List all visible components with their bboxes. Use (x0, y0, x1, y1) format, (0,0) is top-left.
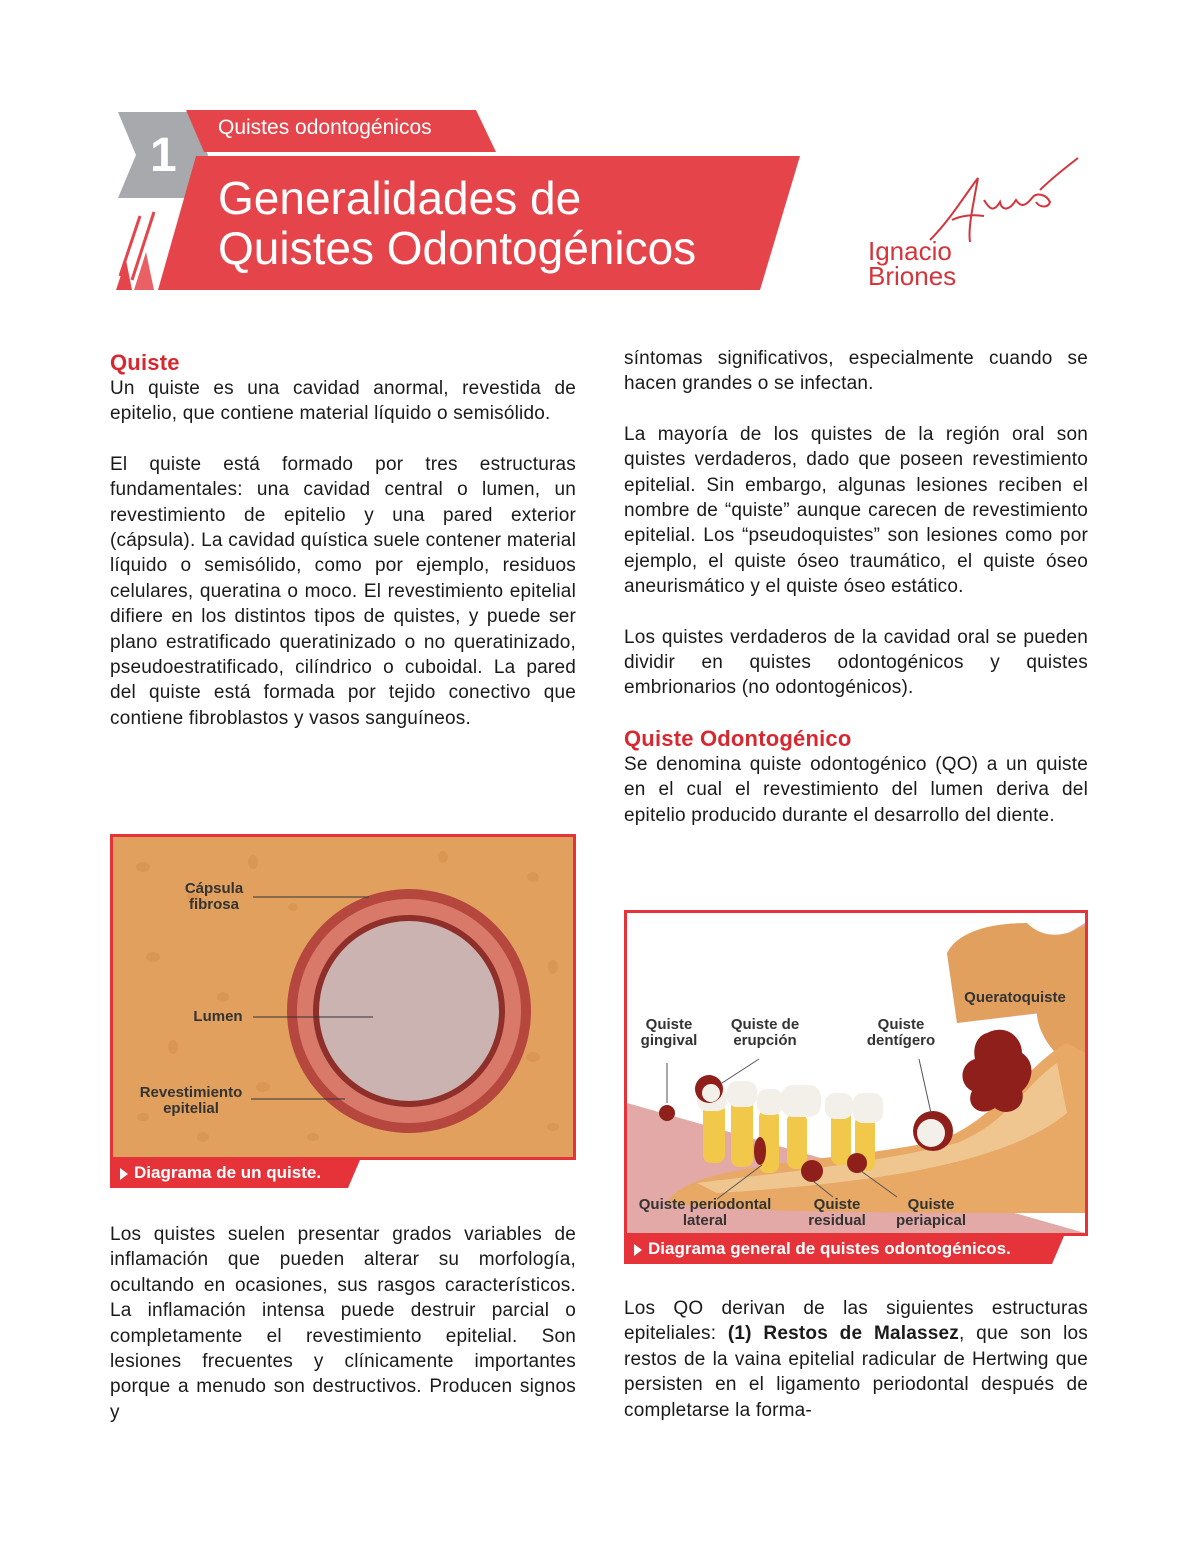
label-residual-line2: residual (808, 1212, 866, 1229)
heading-quiste: Quiste (110, 350, 180, 375)
left-column-top (110, 350, 576, 756)
odontogenic-cysts-figure (624, 910, 1088, 1264)
paragraph-part: Los QO derivan de las siguientes estructuras epiteliales: (624, 1298, 1088, 1345)
author-last-name: Briones (868, 261, 957, 291)
paragraph-part: , que son los restos de la vaina epitelial radicular de Hertwing que persisten en el ligamento periodontal después de completarse la forma- (624, 1323, 1089, 1421)
figure-caption (110, 1160, 360, 1188)
figure-caption (624, 1236, 1064, 1264)
paragraph: Los quistes suelen presentar grados variables de inflamación que pueden alterar su morfología, ocultando en ocasiones, sus rasgos característicos. La inflamación intensa puede destruir parcial o completamente el revestimiento epitelial. Son lesiones frecuentes y clínicamente importantes porque a menudo son destructivos. Producen signos y (110, 1224, 576, 1423)
label-revestimiento-line2: epitelial (163, 1100, 219, 1117)
label-queratoquiste: Queratoquiste (964, 989, 1066, 1006)
label-revestimiento-line1: Revestimiento (139, 1084, 243, 1101)
label-erupcion-line2: erupción (733, 1032, 797, 1049)
right-column-top (624, 346, 1088, 853)
label-periapical-line2: periapical (895, 1212, 967, 1229)
paragraph: El quiste está formado por tres estructuras fundamentales: una cavidad central o lumen, un revestimiento de epitelio y una pared exterior (cápsula). La cavidad quística suele contener material líquido o semisólido, como por ejemplo, residuos celulares, queratina o moco. El revestimiento epitelial difiere en los distintos tipos de quistes, y puede ser plano estratificado queratinizado o no queratinizado, pseudoestratificado, cilíndrico o cuboidal. La pared del quiste está formada por tejido conectivo que contiene fibroblastos y vasos sanguíneos. (110, 453, 576, 729)
section-tag-label: Quistes odontogénicos (218, 116, 432, 139)
label-periodontal-line2: lateral (682, 1212, 728, 1229)
label-gingival-line1: Quiste (645, 1016, 693, 1033)
author-first-name: Ignacio (868, 236, 952, 266)
label-capsula-line2: fibrosa (188, 896, 239, 913)
label-periapical-line1: Quiste (907, 1196, 955, 1213)
cyst-diagram (110, 834, 576, 1160)
page-title-line2: Quistes Odontogénicos (218, 222, 697, 274)
odontogenic-cysts-diagram (624, 910, 1088, 1236)
paragraph: La mayoría de los quistes de la región oral son quistes verdaderos, dado que poseen revestimiento epitelial. Sin embargo, algunas lesiones reciben el nombre de “quiste” aunque carecen de revestimiento epitelial. Los “pseudoquistes” son lesiones como por ejemplo, el quiste óseo traumático, el quiste óseo aneurismático y el quiste óseo estático. (624, 423, 1088, 598)
author-logo (860, 150, 1090, 300)
paragraph (624, 1296, 1088, 1423)
label-erupcion-line1: Quiste de (730, 1016, 800, 1033)
left-column-bottom (110, 1222, 576, 1450)
figure-caption-text: Diagrama general de quistes odontogénicos. (648, 1239, 1011, 1258)
label-residual-line1: Quiste (813, 1196, 861, 1213)
chapter-number: 1 (150, 129, 177, 182)
label-dentigero-line2: dentígero (866, 1032, 936, 1049)
bold-term: (1) Restos de Malassez (727, 1323, 959, 1345)
figure-caption-text: Diagrama de un quiste. (134, 1163, 322, 1182)
heading-quiste-odontogenico: Quiste Odontogénico (624, 725, 852, 751)
label-dentigero-line1: Quiste (877, 1016, 925, 1033)
title-banner (110, 156, 800, 290)
label-capsula-line1: Cápsula (184, 880, 244, 897)
paragraph: Los quistes verdaderos de la cavidad oral se pueden dividir en quistes odontogénicos y quistes embrionarios (no odontogénicos). (624, 626, 1088, 699)
label-lumen: Lumen (193, 1008, 243, 1025)
label-gingival-line2: gingival (640, 1032, 698, 1049)
paragraph: Un quiste es una cavidad anormal, revestida de epitelio, que contiene material líquido o semisólido. (110, 378, 576, 425)
page-title-line1: Generalidades de (218, 172, 582, 224)
paragraph: Se denomina quiste odontogénico (QO) a un quiste en el cual el revestimiento del lumen deriva del epitelio producido durante el desarrollo del diente. (624, 753, 1088, 826)
section-tag (186, 110, 496, 152)
cyst-diagram-figure (110, 834, 576, 1190)
right-column-bottom (624, 1296, 1088, 1448)
paragraph: síntomas significativos, especialmente cuando se hacen grandes o se infectan. (624, 348, 1088, 395)
label-periodontal-line1: Quiste periodontal (638, 1196, 772, 1213)
